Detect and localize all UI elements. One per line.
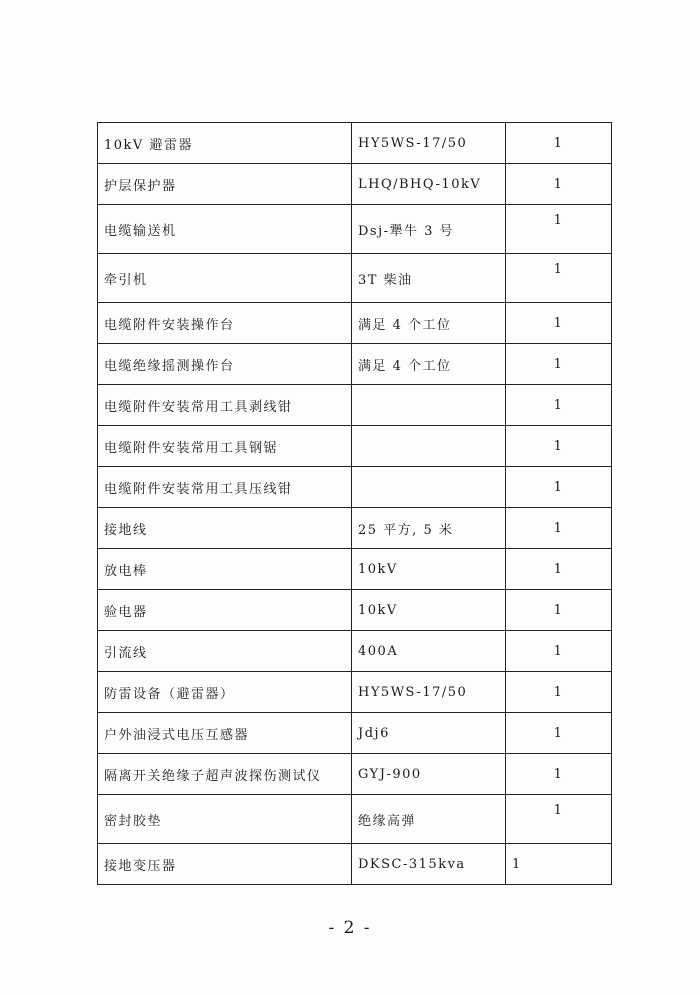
table-row [98, 303, 612, 344]
equipment-name: 电缆输送机 [98, 205, 352, 254]
equipment-model [352, 426, 506, 467]
equipment-name: 接地变压器 [98, 844, 352, 885]
equipment-quantity: 1 [506, 713, 612, 754]
equipment-name: 密封胶垫 [98, 795, 352, 844]
equipment-quantity: 1 [506, 549, 612, 590]
equipment-quantity: 1 [506, 164, 612, 205]
equipment-model: 3T 柴油 [352, 254, 506, 303]
table-row [98, 344, 612, 385]
equipment-name: 防雷设备（避雷器） [98, 672, 352, 713]
equipment-quantity: 1 [506, 754, 612, 795]
table-row [98, 795, 612, 844]
equipment-model [352, 467, 506, 508]
equipment-name: 牵引机 [98, 254, 352, 303]
equipment-name: 电缆附件安装常用工具压线钳 [98, 467, 352, 508]
equipment-quantity: 1 [506, 426, 612, 467]
equipment-quantity: 1 [506, 590, 612, 631]
equipment-quantity: 1 [506, 795, 612, 844]
equipment-name: 电缆附件安装操作台 [98, 303, 352, 344]
equipment-quantity: 1 [506, 467, 612, 508]
equipment-quantity: 1 [506, 508, 612, 549]
equipment-quantity: 1 [506, 844, 612, 885]
equipment-model: 400A [352, 631, 506, 672]
equipment-name: 户外油浸式电压互感器 [98, 713, 352, 754]
equipment-name: 隔离开关绝缘子超声波探伤测试仪 [98, 754, 352, 795]
equipment-quantity: 1 [506, 254, 612, 303]
equipment-model: 满足 4 个工位 [352, 303, 506, 344]
equipment-model: LHQ/BHQ-10kV [352, 164, 506, 205]
table-row [98, 590, 612, 631]
equipment-model: 25 平方, 5 米 [352, 508, 506, 549]
equipment-model: Dsj-犟牛 3 号 [352, 205, 506, 254]
equipment-quantity: 1 [506, 303, 612, 344]
equipment-name: 电缆绝缘摇测操作台 [98, 344, 352, 385]
equipment-model: HY5WS-17/50 [352, 123, 506, 164]
table-row [98, 385, 612, 426]
equipment-name: 引流线 [98, 631, 352, 672]
page-number: - 2 - [328, 918, 372, 938]
equipment-name: 放电棒 [98, 549, 352, 590]
equipment-quantity: 1 [506, 344, 612, 385]
equipment-name: 验电器 [98, 590, 352, 631]
equipment-model: GYJ-900 [352, 754, 506, 795]
equipment-table [97, 122, 612, 885]
table-row [98, 844, 612, 885]
table-row [98, 426, 612, 467]
equipment-model: HY5WS-17/50 [352, 672, 506, 713]
equipment-model: 满足 4 个工位 [352, 344, 506, 385]
table-row [98, 631, 612, 672]
equipment-model [352, 385, 506, 426]
equipment-quantity: 1 [506, 631, 612, 672]
table-row [98, 254, 612, 303]
table-row [98, 549, 612, 590]
equipment-quantity: 1 [506, 205, 612, 254]
equipment-model: DKSC-315kva [352, 844, 506, 885]
table-row [98, 164, 612, 205]
table-row [98, 672, 612, 713]
equipment-name: 护层保护器 [98, 164, 352, 205]
equipment-model: Jdj6 [352, 713, 506, 754]
table-row [98, 123, 612, 164]
table-row [98, 205, 612, 254]
equipment-model: 绝缘高弹 [352, 795, 506, 844]
equipment-model: 10kV [352, 549, 506, 590]
equipment-name: 电缆附件安装常用工具钢锯 [98, 426, 352, 467]
equipment-quantity: 1 [506, 123, 612, 164]
equipment-name: 电缆附件安装常用工具剥线钳 [98, 385, 352, 426]
table-row [98, 754, 612, 795]
table-row [98, 508, 612, 549]
equipment-quantity: 1 [506, 385, 612, 426]
equipment-model: 10kV [352, 590, 506, 631]
equipment-table-body [98, 123, 612, 885]
equipment-quantity: 1 [506, 672, 612, 713]
table-row [98, 713, 612, 754]
equipment-name: 10kV 避雷器 [98, 123, 352, 164]
table-row [98, 467, 612, 508]
equipment-name: 接地线 [98, 508, 352, 549]
